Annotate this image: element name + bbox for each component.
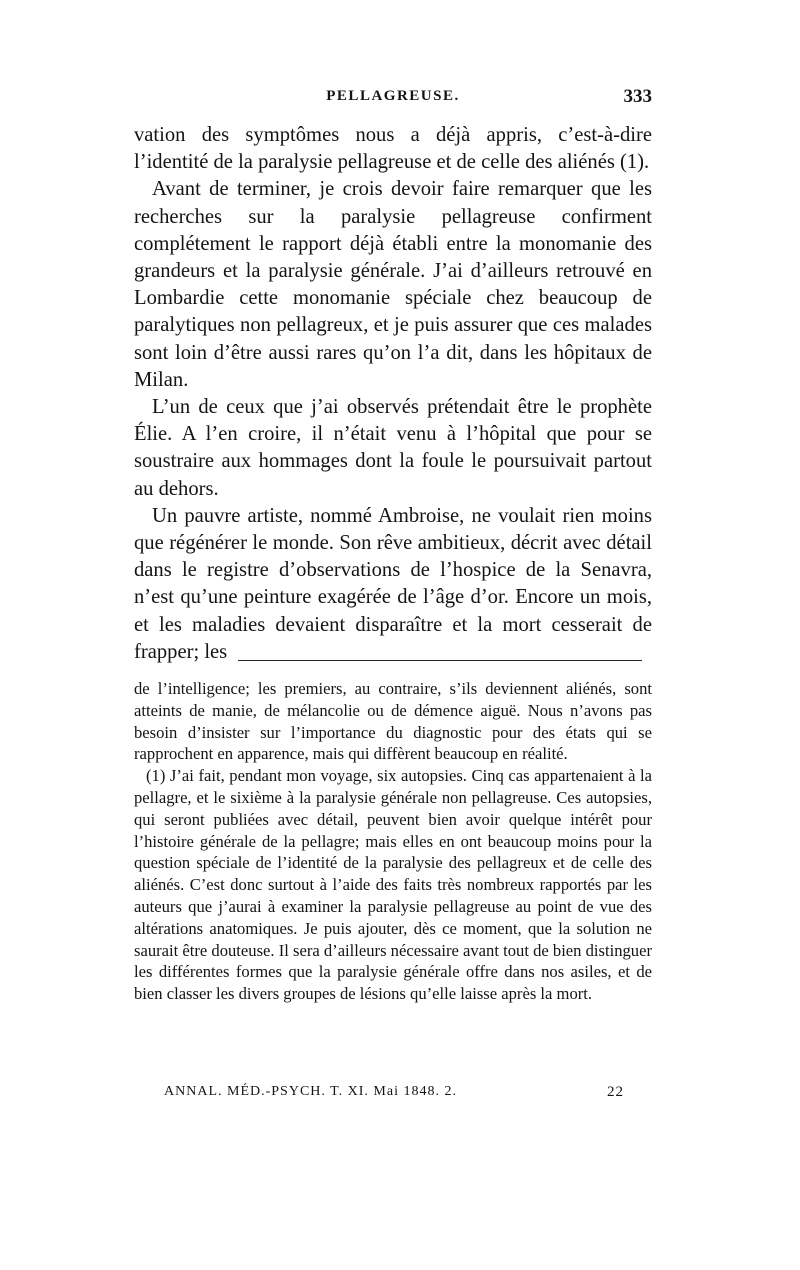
footnote: (1) J’ai fait, pendant mon voyage, six autopsies. Cinq cas appartenaient à la pellagre, et le sixième à la paralysie générale non pellagreuse. Ces autopsies, qui seront publiées avec détail, peuvent bien avoir quelque intérêt pour l’histoire générale de la pellagre; mais elles en ont beaucoup moins pour la question spéciale de l’identité de la paralysie des pellagreux et de celle des aliénés. C’est donc surtout à l’aide des faits très nombreux rapportés par les auteurs que j’aurai à examiner la paralysie pellagreuse au point de vue des altérations anatomiques. Je puis ajouter, dès ce moment, que la solution ne saurait être douteuse. Il sera d’ailleurs nécessaire avant tout de bien distinguer les différentes formes que la paralysie générale offre dans nos asiles, et de bien classer les divers groupes de lésions qu’elle laisse après la mort. (134, 766, 652, 1004)
page-number: 333 (623, 86, 652, 107)
footnote-separator (238, 660, 642, 661)
running-head (134, 88, 652, 114)
paragraph: Un pauvre artiste, nommé Ambroise, ne voulait rien moins que régénérer le monde. Son rêve ambitieux, décrit avec détail dans le registre d’observations de l’hospice de la Senavra, n’est qu’une peinture exagérée de l’âge d’or. Encore un mois, et les maladies devaient disparaître et la mort cesserait de frapper; les (134, 504, 652, 663)
printer-signature (164, 1084, 624, 1106)
paragraph-continuation: vation des symptômes nous a déjà appris, c’est-à-dire l’identité de la paralysie pellagreuse et de celle des aliénés (1). (134, 124, 652, 174)
paragraph: L’un de ceux que j’ai observés prétendait être le prophète Élie. A l’en croire, il n’était venu à l’hôpital que pour se soustraire aux hommages dont la foule le poursuivait partout au dehors. (134, 396, 652, 500)
footnote-continuation: de l’intelligence; les premiers, au contraire, s’ils deviennent aliénés, sont atteints de manie, de mélancolie ou de démence aiguë. Nous n’avons pas besoin d’insister sur l’importance du diagnostic pour des états qui se rapprochent en apparence, mais qui diffèrent beaucoup en réalité. (134, 679, 652, 764)
signature-mark: ANNAL. MÉD.-PSYCH. T. XI. Mai 1848. 2. (164, 1084, 457, 1099)
signature-number: 22 (607, 1084, 624, 1100)
running-title: PELLAGREUSE. (326, 88, 460, 104)
main-text (134, 122, 652, 666)
paragraph: Avant de terminer, je crois devoir faire remarquer que les recherches sur la paralysie pellagreuse confirment complétement le rapport déjà établi entre la monomanie des grandeurs et la paralysie générale. J’ai d’ailleurs retrouvé en Lombardie cette monomanie spéciale chez beaucoup de paralytiques non pellagreux, et je puis assurer que ces malades sont loin d’être aussi rares qu’on l’a dit, dans les hôpitaux de Milan. (134, 178, 652, 391)
footnotes (134, 678, 652, 1005)
